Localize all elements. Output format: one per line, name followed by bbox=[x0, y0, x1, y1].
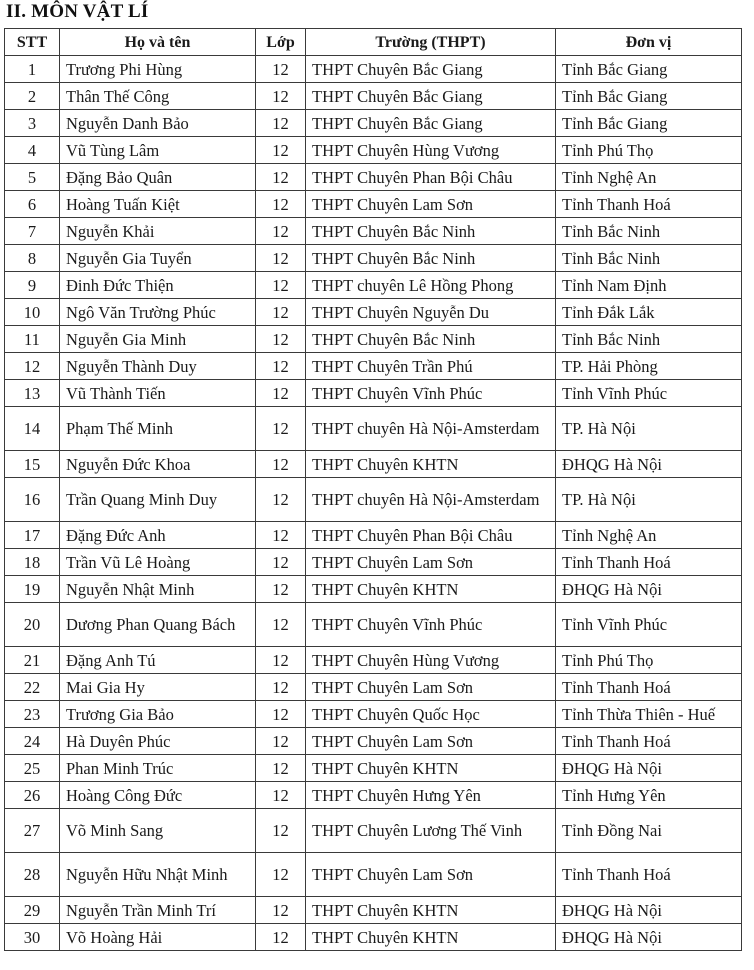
cell-stt: 20 bbox=[5, 603, 60, 647]
cell-name: Vũ Thành Tiến bbox=[60, 380, 256, 407]
cell-school: THPT Chuyên Bắc Ninh bbox=[306, 245, 556, 272]
cell-grade: 12 bbox=[256, 897, 306, 924]
table-row bbox=[5, 353, 742, 380]
cell-stt: 25 bbox=[5, 755, 60, 782]
cell-name: Võ Minh Sang bbox=[60, 809, 256, 853]
cell-grade: 12 bbox=[256, 755, 306, 782]
table-row bbox=[5, 549, 742, 576]
cell-name: Dương Phan Quang Bách bbox=[60, 603, 256, 647]
cell-name: Trần Quang Minh Duy bbox=[60, 478, 256, 522]
table-row bbox=[5, 218, 742, 245]
cell-grade: 12 bbox=[256, 380, 306, 407]
cell-school: THPT Chuyên Vĩnh Phúc bbox=[306, 603, 556, 647]
cell-stt: 11 bbox=[5, 326, 60, 353]
table-row bbox=[5, 56, 742, 83]
cell-grade: 12 bbox=[256, 701, 306, 728]
cell-unit: Tỉnh Bắc Ninh bbox=[556, 326, 742, 353]
cell-unit: Tỉnh Thanh Hoá bbox=[556, 853, 742, 897]
cell-name: Nguyễn Nhật Minh bbox=[60, 576, 256, 603]
table-row bbox=[5, 924, 742, 951]
cell-stt: 3 bbox=[5, 110, 60, 137]
cell-school: THPT Chuyên Phan Bội Châu bbox=[306, 522, 556, 549]
cell-unit: Tỉnh Phú Thọ bbox=[556, 647, 742, 674]
cell-stt: 21 bbox=[5, 647, 60, 674]
cell-stt: 24 bbox=[5, 728, 60, 755]
header-name: Họ và tên bbox=[60, 29, 256, 56]
cell-name: Phan Minh Trúc bbox=[60, 755, 256, 782]
cell-unit: ĐHQG Hà Nội bbox=[556, 576, 742, 603]
cell-name: Trương Phi Hùng bbox=[60, 56, 256, 83]
cell-unit: Tỉnh Thanh Hoá bbox=[556, 191, 742, 218]
cell-name: Đinh Đức Thiện bbox=[60, 272, 256, 299]
cell-stt: 12 bbox=[5, 353, 60, 380]
cell-school: THPT Chuyên KHTN bbox=[306, 451, 556, 478]
cell-grade: 12 bbox=[256, 407, 306, 451]
cell-unit: Tỉnh Nghệ An bbox=[556, 522, 742, 549]
cell-grade: 12 bbox=[256, 522, 306, 549]
cell-stt: 7 bbox=[5, 218, 60, 245]
table-row bbox=[5, 83, 742, 110]
cell-school: THPT Chuyên KHTN bbox=[306, 897, 556, 924]
cell-stt: 26 bbox=[5, 782, 60, 809]
cell-grade: 12 bbox=[256, 83, 306, 110]
table-row bbox=[5, 299, 742, 326]
cell-stt: 30 bbox=[5, 924, 60, 951]
cell-unit: TP. Hải Phòng bbox=[556, 353, 742, 380]
cell-unit: ĐHQG Hà Nội bbox=[556, 451, 742, 478]
cell-stt: 18 bbox=[5, 549, 60, 576]
table-row bbox=[5, 191, 742, 218]
cell-unit: Tỉnh Đắk Lắk bbox=[556, 299, 742, 326]
cell-school: THPT Chuyên Trần Phú bbox=[306, 353, 556, 380]
cell-school: THPT Chuyên KHTN bbox=[306, 576, 556, 603]
cell-school: THPT Chuyên Bắc Giang bbox=[306, 83, 556, 110]
cell-grade: 12 bbox=[256, 576, 306, 603]
table-row bbox=[5, 809, 742, 853]
cell-school: THPT Chuyên KHTN bbox=[306, 924, 556, 951]
cell-grade: 12 bbox=[256, 549, 306, 576]
cell-school: THPT Chuyên Lương Thế Vinh bbox=[306, 809, 556, 853]
cell-name: Nguyễn Gia Minh bbox=[60, 326, 256, 353]
cell-name: Thân Thế Công bbox=[60, 83, 256, 110]
table-row bbox=[5, 137, 742, 164]
cell-stt: 1 bbox=[5, 56, 60, 83]
table-row bbox=[5, 272, 742, 299]
cell-school: THPT Chuyên Quốc Học bbox=[306, 701, 556, 728]
cell-unit: Tỉnh Thanh Hoá bbox=[556, 549, 742, 576]
cell-unit: TP. Hà Nội bbox=[556, 478, 742, 522]
cell-grade: 12 bbox=[256, 782, 306, 809]
header-stt: STT bbox=[5, 29, 60, 56]
table-row bbox=[5, 407, 742, 451]
cell-grade: 12 bbox=[256, 218, 306, 245]
cell-unit: Tỉnh Vĩnh Phúc bbox=[556, 380, 742, 407]
cell-unit: Tỉnh Bắc Ninh bbox=[556, 245, 742, 272]
cell-grade: 12 bbox=[256, 674, 306, 701]
cell-grade: 12 bbox=[256, 924, 306, 951]
cell-unit: Tỉnh Nam Định bbox=[556, 272, 742, 299]
cell-unit: ĐHQG Hà Nội bbox=[556, 755, 742, 782]
cell-school: THPT Chuyên Lam Sơn bbox=[306, 674, 556, 701]
header-unit: Đơn vị bbox=[556, 29, 742, 56]
cell-grade: 12 bbox=[256, 353, 306, 380]
table-body bbox=[5, 56, 742, 951]
cell-unit: ĐHQG Hà Nội bbox=[556, 897, 742, 924]
cell-grade: 12 bbox=[256, 603, 306, 647]
table-header-row bbox=[5, 29, 742, 56]
cell-school: THPT chuyên Lê Hồng Phong bbox=[306, 272, 556, 299]
cell-stt: 23 bbox=[5, 701, 60, 728]
cell-school: THPT Chuyên Bắc Ninh bbox=[306, 326, 556, 353]
table-row bbox=[5, 674, 742, 701]
cell-school: THPT Chuyên Nguyễn Du bbox=[306, 299, 556, 326]
cell-stt: 19 bbox=[5, 576, 60, 603]
physics-roster-table bbox=[4, 28, 742, 951]
cell-grade: 12 bbox=[256, 110, 306, 137]
section-title: II. MÔN VẬT LÍ bbox=[6, 1, 149, 22]
cell-stt: 2 bbox=[5, 83, 60, 110]
header-grade: Lớp bbox=[256, 29, 306, 56]
table-row bbox=[5, 603, 742, 647]
cell-school: THPT Chuyên Hưng Yên bbox=[306, 782, 556, 809]
cell-stt: 8 bbox=[5, 245, 60, 272]
table-row bbox=[5, 522, 742, 549]
cell-unit: Tỉnh Bắc Giang bbox=[556, 110, 742, 137]
table-row bbox=[5, 326, 742, 353]
cell-unit: Tỉnh Thừa Thiên - Huế bbox=[556, 701, 742, 728]
cell-stt: 9 bbox=[5, 272, 60, 299]
cell-name: Nguyễn Danh Bảo bbox=[60, 110, 256, 137]
cell-grade: 12 bbox=[256, 853, 306, 897]
cell-name: Phạm Thế Minh bbox=[60, 407, 256, 451]
cell-stt: 4 bbox=[5, 137, 60, 164]
cell-school: THPT Chuyên Bắc Giang bbox=[306, 56, 556, 83]
cell-unit: Tỉnh Bắc Giang bbox=[556, 83, 742, 110]
cell-school: THPT Chuyên Bắc Ninh bbox=[306, 218, 556, 245]
cell-school: THPT Chuyên Lam Sơn bbox=[306, 549, 556, 576]
cell-name: Nguyễn Thành Duy bbox=[60, 353, 256, 380]
cell-stt: 16 bbox=[5, 478, 60, 522]
cell-school: THPT Chuyên Lam Sơn bbox=[306, 728, 556, 755]
cell-grade: 12 bbox=[256, 164, 306, 191]
cell-school: THPT chuyên Hà Nội-Amsterdam bbox=[306, 478, 556, 522]
cell-name: Đặng Đức Anh bbox=[60, 522, 256, 549]
cell-unit: Tỉnh Bắc Giang bbox=[556, 56, 742, 83]
cell-stt: 6 bbox=[5, 191, 60, 218]
cell-unit: Tỉnh Đồng Nai bbox=[556, 809, 742, 853]
cell-school: THPT Chuyên KHTN bbox=[306, 755, 556, 782]
cell-unit: Tỉnh Bắc Ninh bbox=[556, 218, 742, 245]
table-row bbox=[5, 728, 742, 755]
cell-stt: 10 bbox=[5, 299, 60, 326]
cell-grade: 12 bbox=[256, 272, 306, 299]
cell-name: Hà Duyên Phúc bbox=[60, 728, 256, 755]
cell-school: THPT Chuyên Bắc Giang bbox=[306, 110, 556, 137]
cell-school: THPT chuyên Hà Nội-Amsterdam bbox=[306, 407, 556, 451]
cell-school: THPT Chuyên Hùng Vương bbox=[306, 647, 556, 674]
cell-school: THPT Chuyên Vĩnh Phúc bbox=[306, 380, 556, 407]
cell-grade: 12 bbox=[256, 191, 306, 218]
table-row bbox=[5, 110, 742, 137]
cell-grade: 12 bbox=[256, 137, 306, 164]
cell-stt: 27 bbox=[5, 809, 60, 853]
cell-name: Nguyễn Gia Tuyển bbox=[60, 245, 256, 272]
cell-stt: 29 bbox=[5, 897, 60, 924]
cell-name: Hoàng Công Đức bbox=[60, 782, 256, 809]
cell-grade: 12 bbox=[256, 451, 306, 478]
cell-name: Nguyễn Trần Minh Trí bbox=[60, 897, 256, 924]
cell-name: Đặng Bảo Quân bbox=[60, 164, 256, 191]
cell-name: Trương Gia Bảo bbox=[60, 701, 256, 728]
cell-name: Võ Hoàng Hải bbox=[60, 924, 256, 951]
cell-stt: 17 bbox=[5, 522, 60, 549]
cell-grade: 12 bbox=[256, 809, 306, 853]
table-row bbox=[5, 647, 742, 674]
cell-grade: 12 bbox=[256, 326, 306, 353]
cell-unit: Tỉnh Nghệ An bbox=[556, 164, 742, 191]
table-row bbox=[5, 245, 742, 272]
cell-grade: 12 bbox=[256, 245, 306, 272]
cell-name: Nguyễn Đức Khoa bbox=[60, 451, 256, 478]
cell-unit: TP. Hà Nội bbox=[556, 407, 742, 451]
cell-unit: Tỉnh Vĩnh Phúc bbox=[556, 603, 742, 647]
cell-stt: 28 bbox=[5, 853, 60, 897]
cell-grade: 12 bbox=[256, 56, 306, 83]
table-row bbox=[5, 380, 742, 407]
cell-stt: 22 bbox=[5, 674, 60, 701]
cell-grade: 12 bbox=[256, 728, 306, 755]
table-row bbox=[5, 451, 742, 478]
table-row bbox=[5, 164, 742, 191]
cell-unit: Tỉnh Phú Thọ bbox=[556, 137, 742, 164]
cell-stt: 14 bbox=[5, 407, 60, 451]
cell-school: THPT Chuyên Hùng Vương bbox=[306, 137, 556, 164]
cell-unit: Tỉnh Hưng Yên bbox=[556, 782, 742, 809]
cell-stt: 13 bbox=[5, 380, 60, 407]
cell-name: Nguyễn Khải bbox=[60, 218, 256, 245]
cell-name: Đặng Anh Tú bbox=[60, 647, 256, 674]
cell-stt: 15 bbox=[5, 451, 60, 478]
cell-unit: ĐHQG Hà Nội bbox=[556, 924, 742, 951]
cell-name: Trần Vũ Lê Hoàng bbox=[60, 549, 256, 576]
cell-name: Ngô Văn Trường Phúc bbox=[60, 299, 256, 326]
cell-name: Mai Gia Hy bbox=[60, 674, 256, 701]
cell-name: Nguyễn Hữu Nhật Minh bbox=[60, 853, 256, 897]
cell-school: THPT Chuyên Phan Bội Châu bbox=[306, 164, 556, 191]
cell-school: THPT Chuyên Lam Sơn bbox=[306, 853, 556, 897]
cell-grade: 12 bbox=[256, 647, 306, 674]
cell-name: Vũ Tùng Lâm bbox=[60, 137, 256, 164]
header-school: Trường (THPT) bbox=[306, 29, 556, 56]
table-row bbox=[5, 478, 742, 522]
table-row bbox=[5, 897, 742, 924]
table-row bbox=[5, 701, 742, 728]
cell-name: Hoàng Tuấn Kiệt bbox=[60, 191, 256, 218]
table-row bbox=[5, 755, 742, 782]
cell-stt: 5 bbox=[5, 164, 60, 191]
table-row bbox=[5, 576, 742, 603]
cell-unit: Tỉnh Thanh Hoá bbox=[556, 728, 742, 755]
cut-off-footer-text bbox=[60, 958, 260, 970]
cell-school: THPT Chuyên Lam Sơn bbox=[306, 191, 556, 218]
table-row bbox=[5, 853, 742, 897]
cell-grade: 12 bbox=[256, 478, 306, 522]
cell-grade: 12 bbox=[256, 299, 306, 326]
cell-unit: Tỉnh Thanh Hoá bbox=[556, 674, 742, 701]
table-row bbox=[5, 782, 742, 809]
